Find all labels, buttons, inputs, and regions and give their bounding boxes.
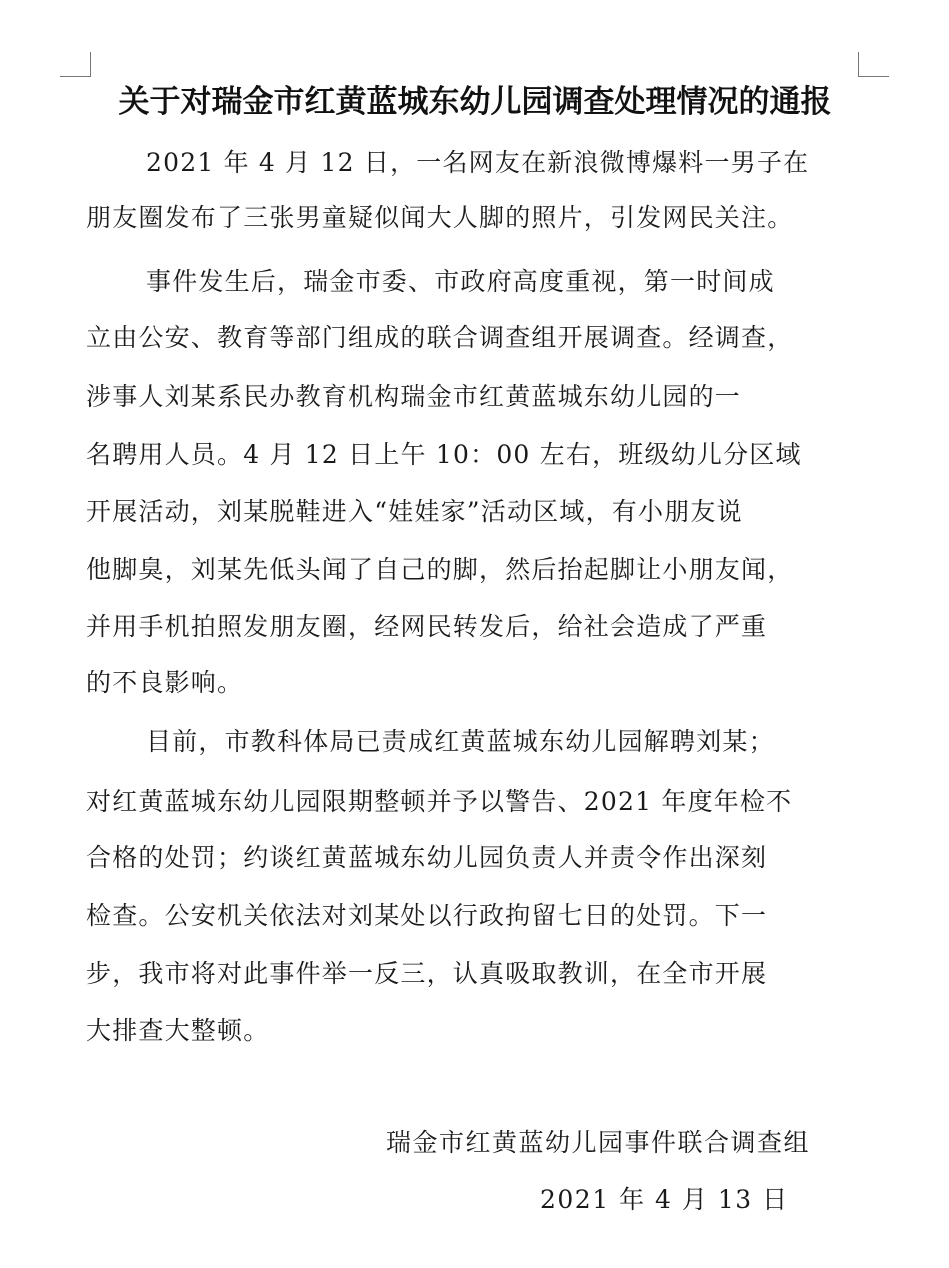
paragraph-line: 目前，市教科体局已责成红黄蓝城东幼儿园解聘刘某； [146,727,775,756]
paragraph-line: 名聘用人员。4 月 12 日上午 10：00 左右，班级幼儿分区域 [86,440,802,469]
paragraph-line: 开展活动，刘某脱鞋进入“娃娃家”活动区域，有小朋友说 [86,497,743,526]
paragraph-line: 涉事人刘某系民办教育机构瑞金市红黄蓝城东幼儿园的一 [86,382,742,411]
paragraph-line: 合格的处罚；约谈红黄蓝城东幼儿园负责人并责令作出深刻 [86,843,768,872]
page-corner-mark-top-right [858,52,889,77]
page-corner-mark-top-left [60,52,91,77]
paragraph-line: 他脚臭，刘某先低头闻了自己的脚，然后抬起脚让小朋友闻， [86,555,794,584]
paragraph-line: 检查。公安机关依法对刘某处以行政拘留七日的处罚。下一 [86,901,768,930]
document-title: 关于对瑞金市红黄蓝城东幼儿园调查处理情况的通报 [118,84,832,120]
paragraph-line: 立由公安、教育等部门组成的联合调查组开展调查。经调查， [86,323,794,352]
paragraph-line: 朋友圈发布了三张男童疑似闻大人脚的照片，引发网民关注。 [86,203,794,232]
paragraph-line: 并用手机拍照发朋友圈，经网民转发后，给社会造成了严重 [86,612,768,641]
signature-date: 2021 年 4 月 13 日 [540,1185,789,1214]
paragraph-line: 的不良影响。 [86,668,244,697]
signature-organization: 瑞金市红黄蓝幼儿园事件联合调查组 [386,1128,811,1157]
paragraph-line: 对红黄蓝城东幼儿园限期整顿并予以警告、2021 年度年检不 [86,787,793,816]
paragraph-line: 事件发生后，瑞金市委、市政府高度重视，第一时间成 [146,267,775,296]
paragraph-line: 2021 年 4 月 12 日，一名网友在新浪微博爆料一男子在 [146,148,810,177]
paragraph-line: 大排查大整顿。 [86,1016,270,1045]
paragraph-line: 步，我市将对此事件举一反三，认真吸取教训，在全市开展 [86,959,768,988]
